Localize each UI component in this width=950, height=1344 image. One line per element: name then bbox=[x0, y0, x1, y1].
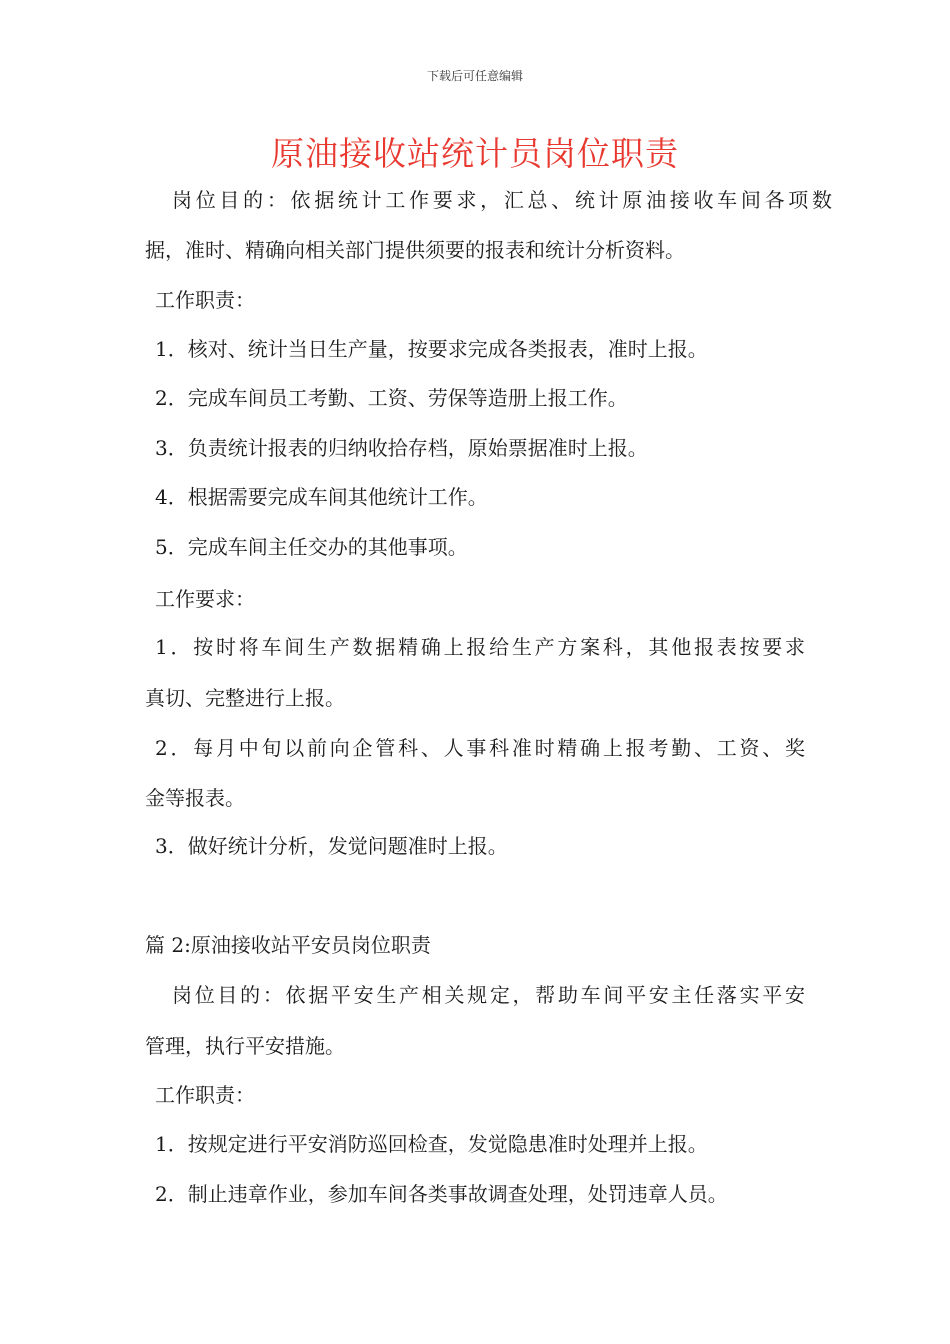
duty-item-2: 2．完成车间员工考勤、工资、劳保等造册上报工作。 bbox=[155, 386, 628, 410]
section-2-duties-heading: 工作职责： bbox=[155, 1083, 255, 1107]
purpose-line-2: 据，准时、精确向相关部门提供须要的报表和统计分析资料。 bbox=[145, 238, 685, 262]
header-note: 下载后可任意编辑 bbox=[426, 69, 523, 83]
duty-item-1: 1．核对、统计当日生产量，按要求完成各类报表，准时上报。 bbox=[155, 337, 708, 361]
section-2-heading: 篇 2:原油接收站平安员岗位职责 bbox=[145, 933, 431, 957]
duty-item-4: 4．根据需要完成车间其他统计工作。 bbox=[155, 485, 488, 509]
requirement-item-1-cont: 真切、完整进行上报。 bbox=[145, 686, 345, 710]
section-2-duty-item-1: 1．按规定进行平安消防巡回检查，发觉隐患准时处理并上报。 bbox=[155, 1132, 708, 1156]
requirement-item-2-cont: 金等报表。 bbox=[145, 786, 245, 810]
duty-item-3: 3．负责统计报表的归纳收拾存档，原始票据准时上报。 bbox=[155, 436, 648, 460]
duty-item-5: 5．完成车间主任交办的其他事项。 bbox=[155, 535, 468, 559]
section-2-purpose-line-1: 岗位目的：依据平安生产相关规定，帮助车间平安主任落实平安 bbox=[172, 983, 805, 1007]
duties-heading: 工作职责： bbox=[155, 288, 255, 312]
requirements-heading: 工作要求： bbox=[155, 587, 255, 611]
requirement-item-1: 1．按时将车间生产数据精确上报给生产方案科，其他报表按要求 bbox=[155, 635, 805, 659]
section-2-duty-item-2: 2．制止违章作业，参加车间各类事故调查处理，处罚违章人员。 bbox=[155, 1182, 728, 1206]
purpose-line-1: 岗位目的：依据统计工作要求，汇总、统计原油接收车间各项数 bbox=[172, 188, 832, 212]
section-2-purpose-line-2: 管理，执行平安措施。 bbox=[145, 1034, 345, 1058]
requirement-item-3: 3．做好统计分析，发觉问题准时上报。 bbox=[155, 834, 508, 858]
requirement-item-2: 2．每月中旬以前向企管科、人事科准时精确上报考勤、工资、奖 bbox=[155, 736, 805, 760]
document-title: 原油接收站统计员岗位职责 bbox=[271, 134, 679, 173]
